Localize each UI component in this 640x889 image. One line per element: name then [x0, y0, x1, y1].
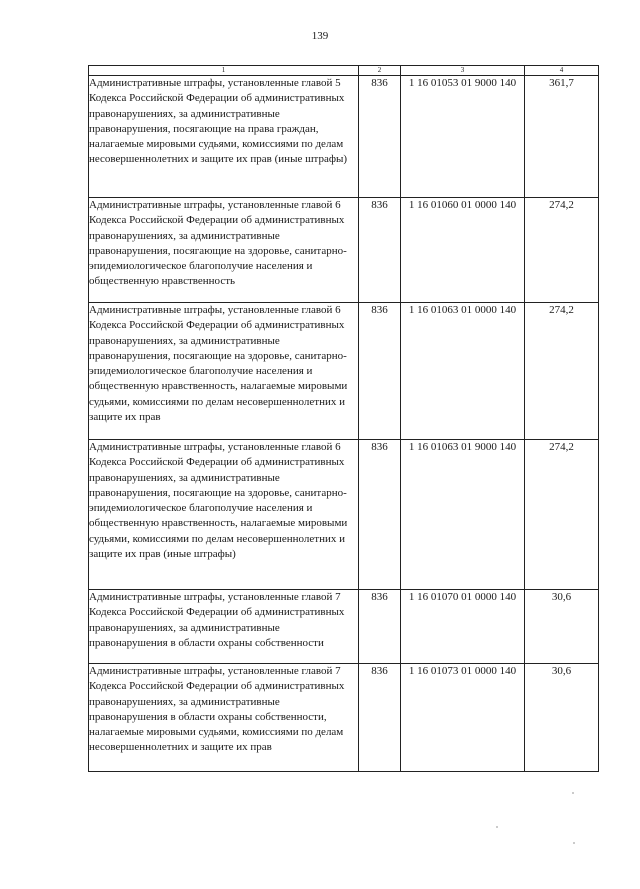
kbk-code-cell: 1 16 01070 01 0000 140 — [401, 590, 525, 664]
amount-cell: 274,2 — [525, 303, 599, 440]
column-header-3: 3 — [401, 66, 525, 76]
table-row — [89, 664, 599, 772]
scan-speck — [573, 842, 575, 844]
admin-code-cell: 836 — [359, 303, 401, 440]
admin-code-cell: 836 — [359, 198, 401, 303]
kbk-code-cell: 1 16 01073 01 0000 140 — [401, 664, 525, 772]
admin-code-cell: 836 — [359, 664, 401, 772]
kbk-code-cell: 1 16 01063 01 9000 140 — [401, 440, 525, 590]
amount-cell: 30,6 — [525, 664, 599, 772]
admin-code-cell: 836 — [359, 440, 401, 590]
revenue-name-cell: Административные штрафы, установленные главой 5 Кодекса Российской Федерации об административных правонарушениях, за административные правонарушения, посягающие на права граждан, налагаемые мировыми судьями, комиссиями по делам несовершеннолетних и защите их прав (иные штрафы) — [89, 76, 359, 198]
revenue-name-cell: Административные штрафы, установленные главой 6 Кодекса Российской Федерации об административных правонарушениях, за административные правонарушения, посягающие на здоровье, санитарно-эпидемиологическое благополучие населения и общественную нравственность, налагаемые мировыми судьями, комиссиями по делам несовершеннолетних и защите их прав — [89, 303, 359, 440]
budget-revenue-table — [88, 65, 599, 772]
kbk-code-cell: 1 16 01063 01 0000 140 — [401, 303, 525, 440]
admin-code-cell: 836 — [359, 76, 401, 198]
revenue-name-cell: Административные штрафы, установленные главой 7 Кодекса Российской Федерации об административных правонарушениях, за административные правонарушения в области охраны собственности, налагаемые мировыми судьями, комиссиями по делам несовершеннолетних и защите их прав — [89, 664, 359, 772]
table-row — [89, 440, 599, 590]
amount-cell: 274,2 — [525, 198, 599, 303]
revenue-name-cell: Административные штрафы, установленные главой 7 Кодекса Российской Федерации об административных правонарушениях, за административные правонарушения в области охраны собственности — [89, 590, 359, 664]
column-header-2: 2 — [359, 66, 401, 76]
revenue-name-cell: Административные штрафы, установленные главой 6 Кодекса Российской Федерации об административных правонарушениях, за административные правонарушения, посягающие на здоровье, санитарно-эпидемиологическое благополучие населения и общественную нравственность — [89, 198, 359, 303]
table-row — [89, 590, 599, 664]
scan-speck — [572, 792, 574, 794]
revenue-name-cell: Административные штрафы, установленные главой 6 Кодекса Российской Федерации об административных правонарушениях, за административные правонарушения, посягающие на здоровье, санитарно-эпидемиологическое благополучие населения и общественную нравственность, налагаемые мировыми судьями, комиссиями по делам несовершеннолетних и защите их прав (иные штрафы) — [89, 440, 359, 590]
kbk-code-cell: 1 16 01053 01 9000 140 — [401, 76, 525, 198]
table-header-row — [89, 66, 599, 76]
column-header-4: 4 — [525, 66, 599, 76]
amount-cell: 274,2 — [525, 440, 599, 590]
scan-speck — [496, 826, 498, 828]
table-row — [89, 303, 599, 440]
page-number: 139 — [311, 30, 329, 42]
column-header-1: 1 — [89, 66, 359, 76]
amount-cell: 30,6 — [525, 590, 599, 664]
table-row — [89, 198, 599, 303]
kbk-code-cell: 1 16 01060 01 0000 140 — [401, 198, 525, 303]
table-row — [89, 76, 599, 198]
amount-cell: 361,7 — [525, 76, 599, 198]
admin-code-cell: 836 — [359, 590, 401, 664]
